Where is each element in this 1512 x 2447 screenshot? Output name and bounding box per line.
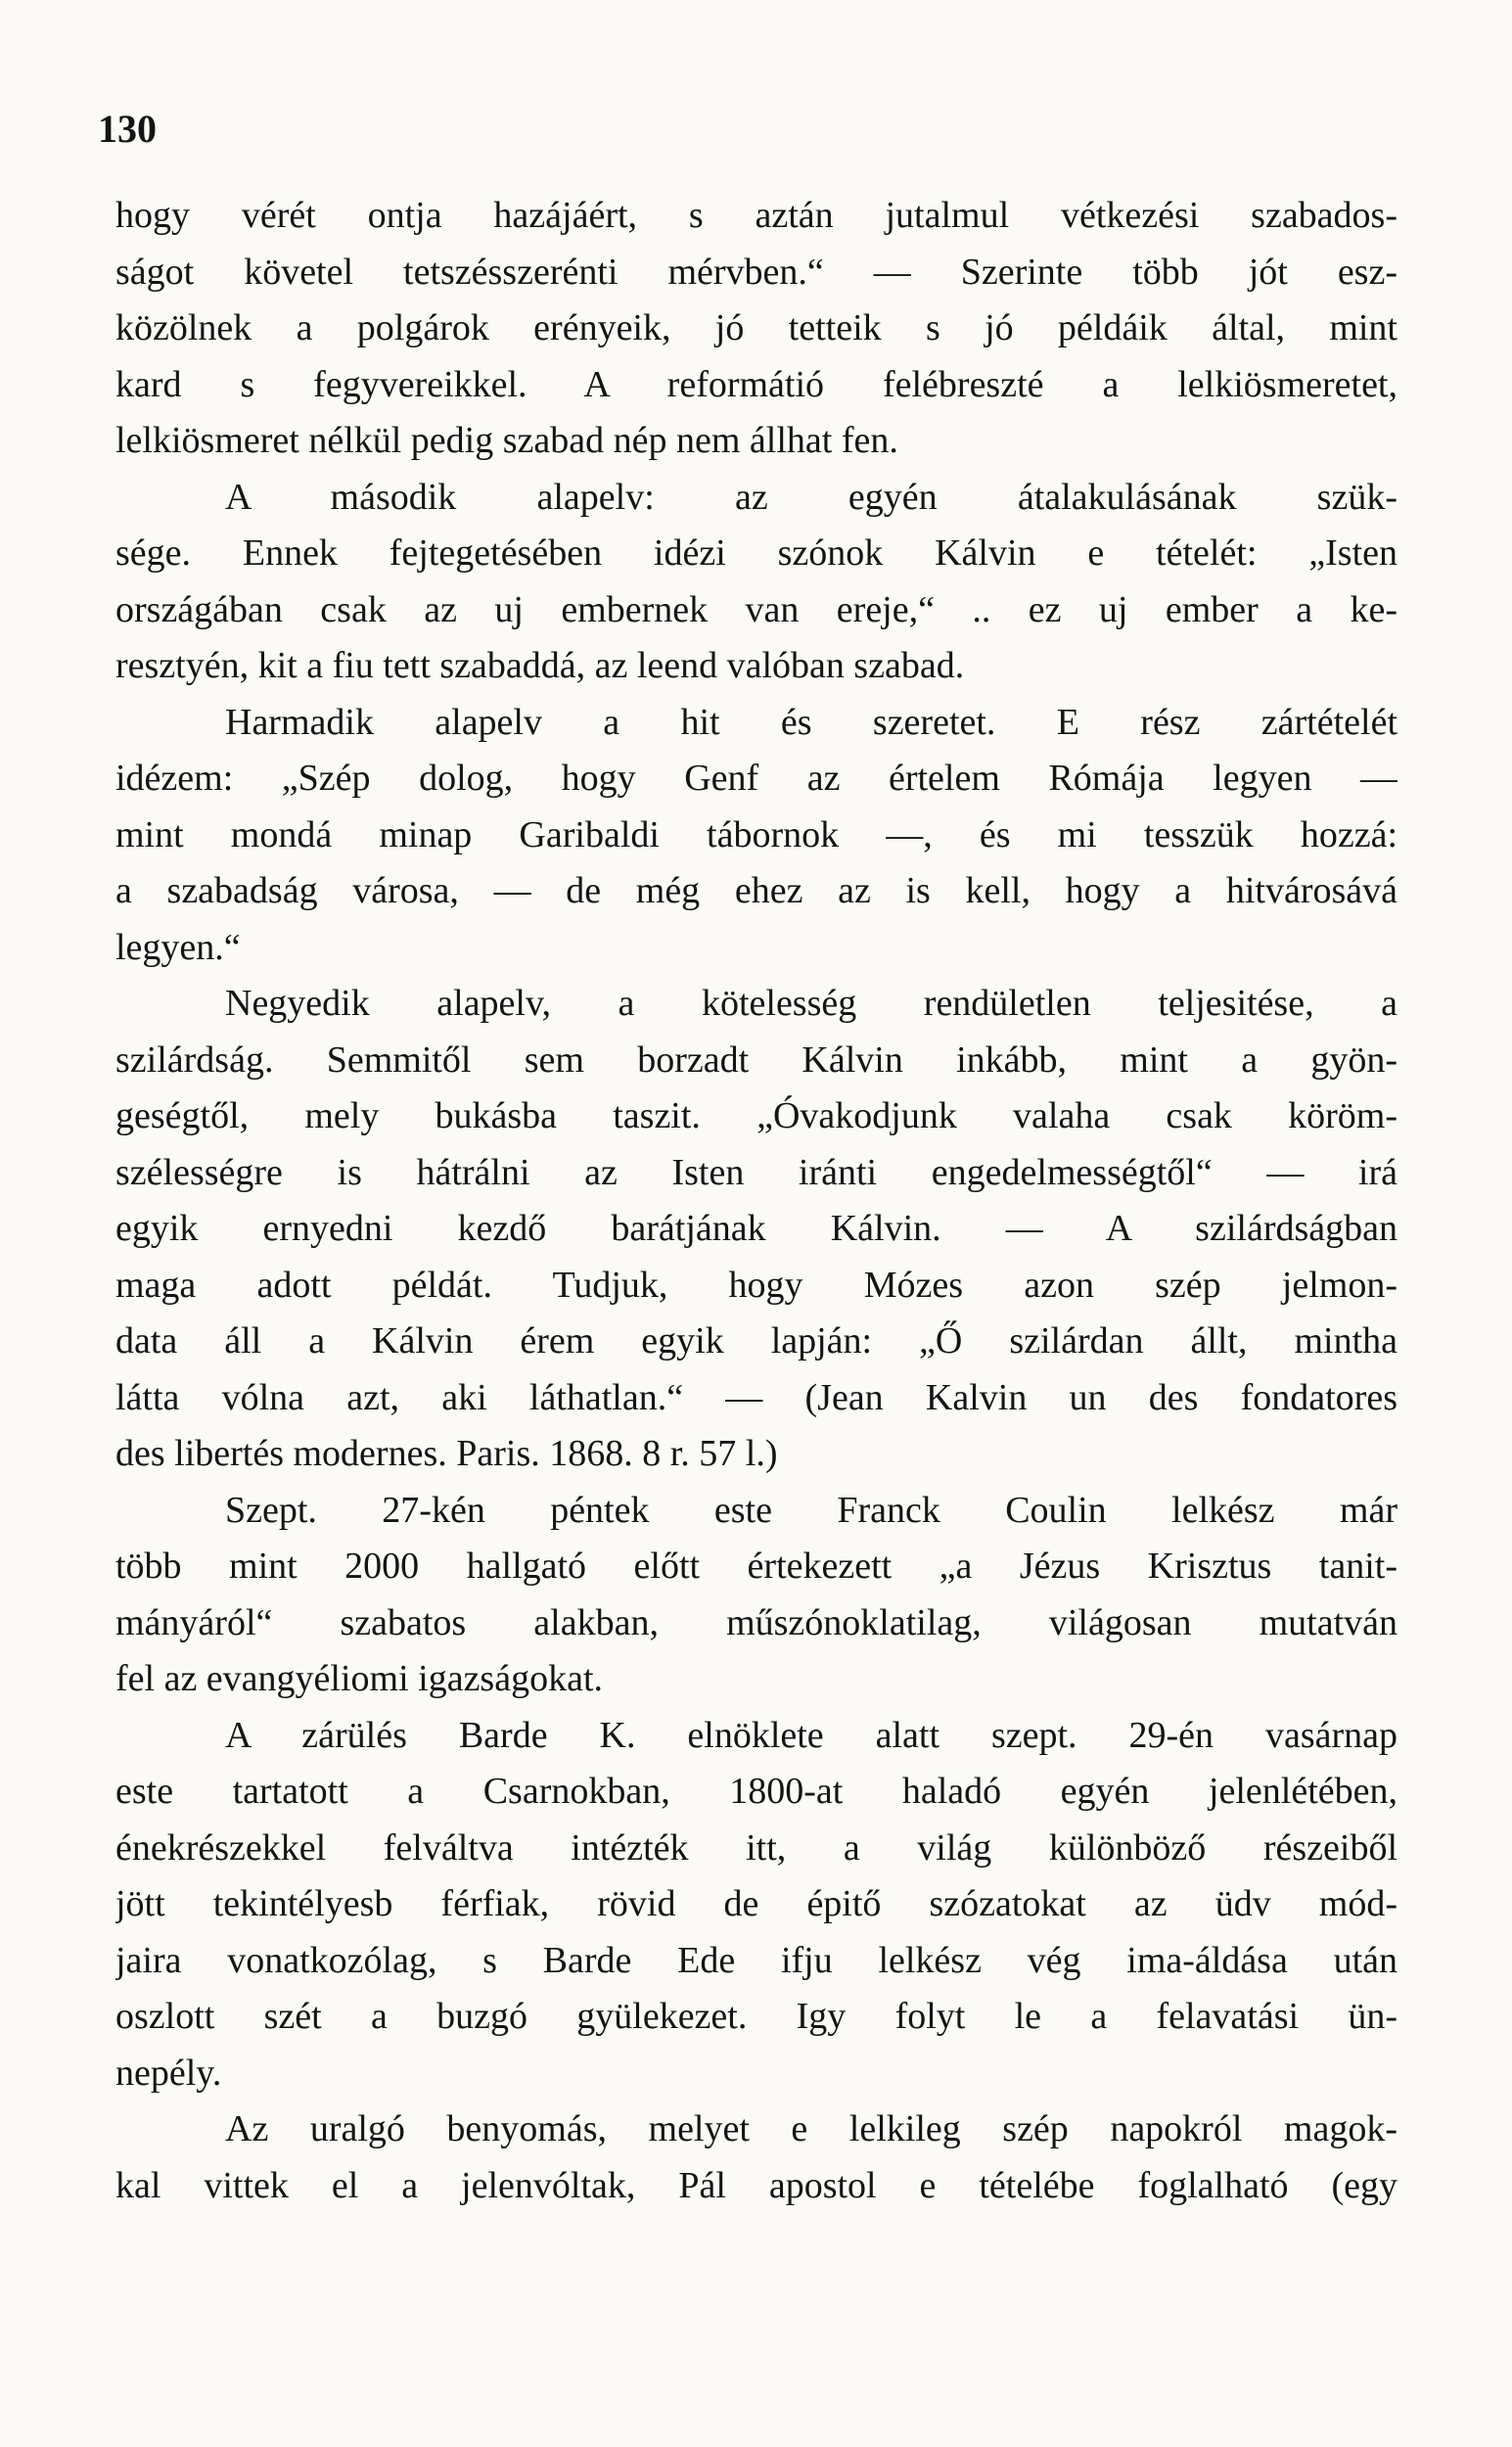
text-line: mint mondá minap Garibaldi tábornok —, és mi tesszük hozzá: bbox=[115, 813, 1397, 855]
text-line: Negyedik alapelv, a kötelesség rendületlen teljesitése, a bbox=[225, 983, 1397, 1024]
page-number: 130 bbox=[98, 107, 157, 151]
text-line: nepély. bbox=[115, 2052, 222, 2094]
text-line: maga adott példát. Tudjuk, hogy Mózes azon szép jelmon- bbox=[115, 1264, 1397, 1306]
text-line: a szabadság városa, — de még ehez az is kell, hogy a hitvárosává bbox=[115, 870, 1397, 911]
text-line: este tartatott a Csarnokban, 1800-at haladó egyén jelenlétében, bbox=[115, 1771, 1397, 1812]
text-line: szilárdság. Semmitől sem borzadt Kálvin inkább, mint a gyön- bbox=[115, 1039, 1397, 1081]
text-line: des libertés modernes. Paris. 1868. 8 r. 57 l.) bbox=[115, 1433, 778, 1474]
text-line: data áll a Kálvin érem egyik lapján: „Ő szilárdan állt, mintha bbox=[115, 1320, 1397, 1362]
text-line: szélességre is hátrálni az Isten iránti engedelmességtől“ — irá bbox=[115, 1151, 1397, 1193]
body-text bbox=[115, 188, 1397, 2214]
text-line: legyen.“ bbox=[115, 926, 241, 968]
text-line: ságot követel tetszésszerénti mérvben.“ — Szerinte több jót esz- bbox=[115, 251, 1397, 293]
text-line: kal vittek el a jelenvóltak, Pál apostol e tételébe foglalható (egy bbox=[115, 2164, 1397, 2206]
text-line: énekrészekkel felváltva intézték itt, a világ különböző részeiből bbox=[115, 1826, 1397, 1869]
text-line: fel az evangyéliomi igazságokat. bbox=[115, 1658, 604, 1699]
text-line: resztyén, kit a fiu tett szabaddá, az leend valóban szabad. bbox=[115, 645, 965, 686]
text-line: idézem: „Szép dolog, hogy Genf az értelem Rómája legyen — bbox=[115, 758, 1397, 799]
text-line: egyik ernyedni kezdő barátjának Kálvin. — A szilárdságban bbox=[115, 1208, 1397, 1249]
text-line: lelkiösmeret nélkül pedig szabad nép nem állhat fen. bbox=[115, 420, 898, 461]
text-line: A zárülés Barde K. elnöklete alatt szept. 29-én vasárnap bbox=[225, 1714, 1397, 1756]
text-line: jött tekintélyesb férfiak, rövid de épitő szózatokat az üdv mód- bbox=[115, 1883, 1397, 1924]
text-line: A második alapelv: az egyén átalakulásának szük- bbox=[225, 476, 1397, 518]
text-line: Harmadik alapelv a hit és szeretet. E rész zártételét bbox=[225, 701, 1397, 743]
text-line: országában csak az uj embernek van ereje,“ .. ez uj ember a ke- bbox=[115, 588, 1397, 630]
text-line: hogy vérét ontja hazájáért, s aztán jutalmul vétkezési szabados- bbox=[115, 195, 1397, 236]
text-line: oszlott szét a buzgó gyülekezet. Igy folyt le a felavatási ün- bbox=[115, 1996, 1397, 2037]
text-line: geségtől, mely bukásba taszit. „Óvakodjunk valaha csak köröm- bbox=[115, 1095, 1397, 1136]
text-line: sége. Ennek fejtegetésében idézi szónok Kálvin e tételét: „Isten bbox=[115, 532, 1397, 574]
text-line: kard s fegyvereikkel. A reformátió felébreszté a lelkiösmeretet, bbox=[115, 363, 1397, 405]
text-line: közölnek a polgárok erényeik, jó tetteik s jó példáik által, mint bbox=[115, 307, 1397, 348]
text-line: Szept. 27-kén péntek este Franck Coulin lelkész már bbox=[225, 1489, 1397, 1531]
text-line: jaira vonatkozólag, s Barde Ede ifju lelkész vég ima-áldása után bbox=[115, 1939, 1397, 1981]
text-line: látta vólna azt, aki láthatlan.“ — (Jean Kalvin un des fondatores bbox=[115, 1376, 1397, 1418]
text-line: Az uralgó benyomás, melyet e lelkileg szép napokról magok- bbox=[225, 2108, 1397, 2149]
text-line: mányáról“ szabatos alakban, műszónoklatilag, világosan mutatván bbox=[115, 1601, 1397, 1643]
text-line: több mint 2000 hallgató előtt értekezett „a Jézus Krisztus tanit- bbox=[115, 1546, 1397, 1587]
